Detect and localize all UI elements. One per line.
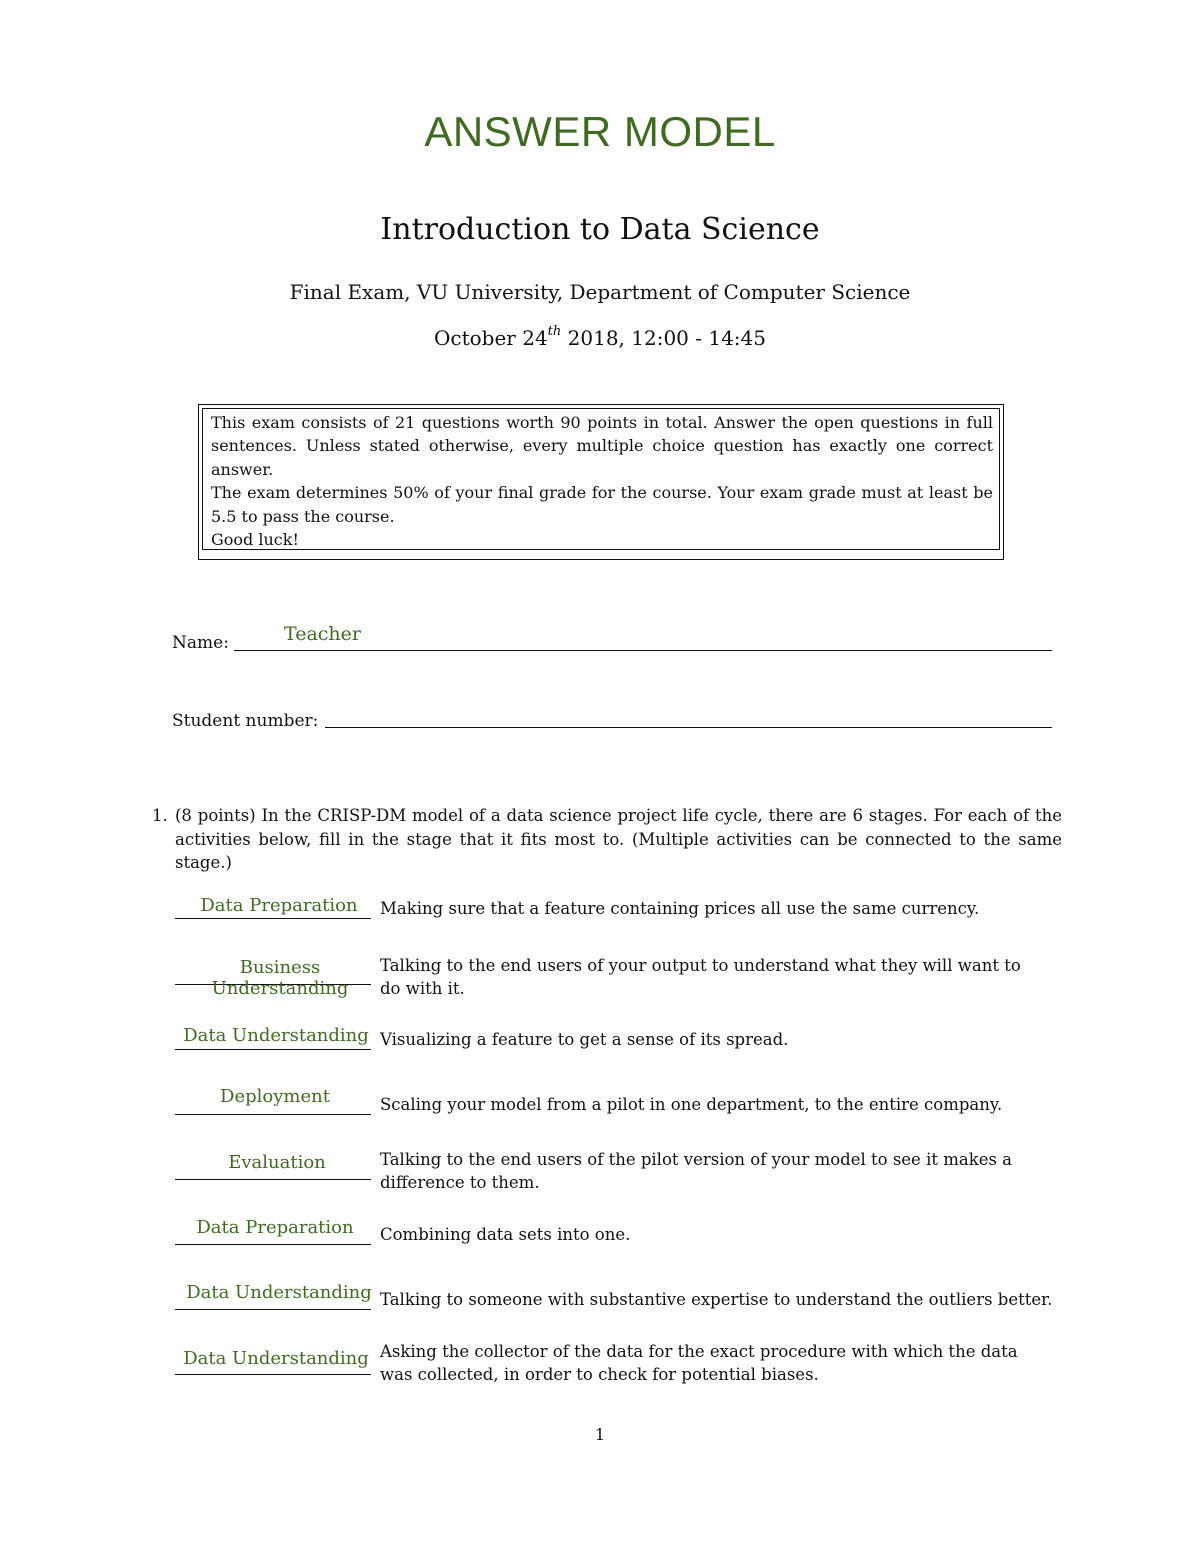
answer-text: Data Preparation [200,895,358,916]
instructions-inner-frame [202,408,1000,550]
activity-text: Making sure that a feature containing prices all use the same currency. [380,899,980,918]
activity-text: Scaling your model from a pilot in one department, to the entire company. [380,1095,1003,1114]
answer-text: Data Understanding [183,1348,369,1369]
answer-line[interactable] [175,1244,371,1245]
activity-text: Visualizing a feature to get a sense of its spread. [380,1030,789,1049]
answer-text: Business Understanding [211,957,349,999]
student-number-label: Student number: [172,711,319,731]
activity-text: Talking to someone with substantive expertise to understand the outliers better. [380,1290,1053,1309]
instructions-box [198,404,1004,560]
activity-text: Talking to the end users of the pilot version of your model to see it makes a difference to them. [380,1150,1013,1192]
answer-line[interactable] [175,918,371,919]
activity-text: Combining data sets into one. [380,1225,631,1244]
question-number: 1. [152,806,168,825]
instructions-line-2: The exam determines 50% of your final grade for the course. Your exam grade must at least be 5.5 to pass the course. [211,483,993,526]
activity-text: Talking to the end users of your output to understand what they will want to do with it. [380,956,1021,998]
instructions-line-3: Good luck! [211,530,299,550]
instructions-line-1: This exam consists of 21 questions worth 90 points in total. Answer the open questions in full sentences. Unless stated otherwise, every multiple choice question has exactly one correct answer. [211,413,993,479]
answer-line[interactable] [175,1049,371,1050]
answer-line[interactable] [175,1309,371,1310]
name-field[interactable] [234,650,1052,651]
exam-title: Introduction to Data Science [380,212,820,247]
answer-line[interactable] [175,1114,371,1115]
answer-text: Deployment [220,1086,330,1107]
name-label: Name: [172,633,229,653]
answer-model-banner: ANSWER MODEL [424,108,776,155]
activity-text: Asking the collector of the data for the exact procedure with which the data was collected, in order to check for potential biases. [380,1342,1018,1384]
answer-line[interactable] [175,1179,371,1180]
answer-text: Evaluation [228,1152,326,1173]
answer-text: Data Understanding [186,1282,372,1303]
answer-text: Data Preparation [196,1217,354,1238]
page-number: 1 [594,1425,606,1444]
exam-date-suffix: 2018, 12:00 - 14:45 [561,326,766,350]
exam-date [0,326,1200,350]
exam-subtitle: Final Exam, VU University, Department of Computer Science [289,280,911,304]
exam-date-superscript: th [547,324,562,340]
answer-line[interactable] [175,1374,371,1375]
name-value: Teacher [284,623,361,645]
question-text: (8 points) In the CRISP-DM model of a data science project life cycle, there are 6 stages. For each of the activities below, fill in the stage that it fits most to. (Multiple activities can be connected to the same stage.) [175,806,1062,872]
student-number-field[interactable] [325,727,1052,728]
answer-text: Data Understanding [183,1025,369,1046]
exam-date-prefix: October 24 [433,326,548,350]
question-1 [152,804,1062,875]
